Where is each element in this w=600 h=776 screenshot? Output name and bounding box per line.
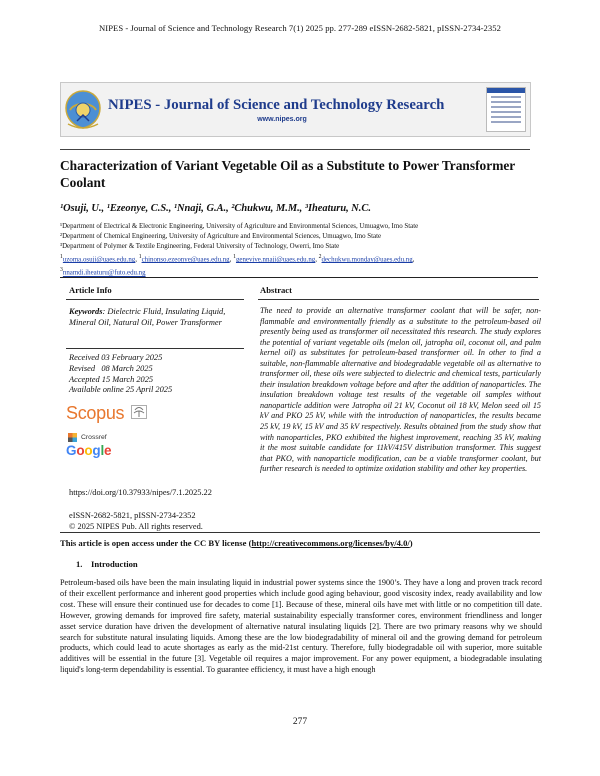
open-access-prefix: This article is open access under the CC BY license ( — [60, 538, 252, 548]
date-revised: Revised 08 March 2025 — [69, 363, 153, 373]
date-received: Received 03 February 2025 — [69, 353, 163, 362]
paper-title: Characterization of Variant Vegetable Oil as a Substitute to Power Transformer Coolant — [60, 158, 515, 190]
article-info-rule — [66, 299, 244, 300]
introduction-text: Petroleum-based oils have been the main insulating liquid in industrial power systems since the 1900’s. They have a long and proven track record of their excellent performance and inherent good properties which include good aging behaviour, good viscosity index, ready availability and low cost. These will ensure their continued use for decades to come [1]. Because of these, mineral oils have met with little or no competition till date. However, growing demands for improved fire safety, material sustainability especially transformer cores, environment friendliness and longer asset service duration have driven the development of alternative natural insulating liquids [2]. There are two primary reasons why we should search for substitute natural insulating liquids. Among these are the low biodegradability of mineral oil and the growing demand for petroleum products, which could lead to acute shortages as early as the mid-21st century. Therefore, fully biodegradable oil with superior, more suitable additives will be essential in the future [3]. Vegetable oil requires a major improvement. For any power equipment, a biodegradable insulating liquid's long-term dependability is essential. To guarantee efficiency, it must have a high enough — [60, 578, 542, 675]
email-link[interactable]: nnamdi.iheaturu@futo.edu.ng — [62, 269, 146, 277]
date-available-online: Available online 25 April 2025 — [69, 385, 173, 395]
keywords — [69, 307, 244, 328]
affiliation-3: ³Department of Polymer & Textile Engineering, Federal University of Technology, Owerri, Imo State — [60, 243, 340, 250]
scopus-logo: Scopus — [66, 403, 125, 423]
abstract-text: The need to provide an alternative transformer coolant that will be safer, non-flammable and environmentally friendly as a substitute to the petroleum-based oil presently being used as transformer oil necessitated this research. The study explores the potential of variant vegetable oils (melon oil, jatropha oil, coconut oil, and palm kernel oil) as substitutes for petroleum-based transformer oil. In other to find a suitable, non-flammable alternative and biodegradable vegetable oil as alternative to transformer oil, these oils were subjected to dielectric and chemical tests, particularly their insulation breakdown voltage before and after the addition of nanoparticles. The insulation breakdown voltage test results of the vegetable oil samples without nanoparticle addition were Jatropha oil 21 kV, Coconut oil 18 kV, Melon seed oil 15 kV and PKO 25 kV, while with the introduction of nanoparticles, the results became 25 kV, 19 kV, 15 kV and 35 kV respectively. Results obtained from the study show that with nanoparticles, PKO exhibited the highest improvement, reaching 35 kV, making it the most suitable candidate for 11kV/415V distribution transformer. This suggest that PKO, with nanoparticle modification, can be a viable transformer coolant, but further research is needed to optimize oxidation stability and other key properties. — [260, 306, 541, 474]
email-link[interactable]: chinonso.ezeonye@uaes.edu.ng — [141, 256, 230, 264]
copyright-line: © 2025 NIPES Pub. All rights reserved. — [69, 521, 203, 531]
article-info-heading: Article Info — [69, 285, 112, 295]
crossref-icon — [68, 433, 77, 442]
affiliation-2: ²Department of Chemical Engineering, University of Agriculture and Environmental Sciences, Umuagwo, Imo State — [60, 233, 382, 240]
email-line: $^3$nnamdi.iheaturu@futo.edu.ng — [60, 267, 146, 277]
doi-link[interactable]: https://doi.org/10.37933/nipes/7.1.2025.22 — [69, 488, 212, 497]
header-rule — [60, 149, 530, 150]
article-dates — [69, 353, 172, 396]
google-logo: Google — [66, 443, 112, 458]
affiliations — [60, 222, 540, 279]
email-link[interactable]: dechukwu.monday@uaes.edu.ng — [321, 256, 413, 264]
issn-line: eISSN-2682-5821, pISSN-2734-2352 — [69, 511, 196, 520]
article-info-top-rule — [60, 277, 538, 278]
open-access-suffix: ) — [409, 538, 413, 548]
open-access-notice — [60, 538, 413, 548]
elsevier-tree-icon — [131, 405, 147, 419]
affiliation-1: ¹Department of Electrical & Electronic Engineering, University of Agriculture and Environmental Sciences, Umuagwo, Imo State — [60, 223, 419, 230]
keywords-list: : Dielectric Fluid, Insulating Liquid, Mineral Oil, Natural Oil, Power Transformer — [69, 307, 226, 327]
article-info-bottom-rule — [60, 532, 540, 533]
page-number: 277 — [292, 717, 308, 727]
section-heading-introduction: 1. Introduction — [76, 559, 138, 569]
abstract-rule — [258, 299, 539, 300]
journal-logo — [62, 88, 104, 132]
issn-block — [69, 511, 203, 533]
email-link[interactable]: uzoma.osuji@uaes.edu.ng — [62, 256, 136, 264]
email-line: $^1$uzoma.osuji@uaes.edu.ng, $^1$chinonso.ezeonye@uaes.edu.ng, $^1$genevive.nnaji@uaes.edu.ng, $^2$dechukwu.monday@uaes.edu.ng, — [60, 254, 415, 264]
cc-license-link[interactable]: http://creativecommons.org/licenses/by/4.0/ — [251, 538, 410, 548]
journal-banner-url[interactable]: www.nipes.org — [257, 116, 307, 123]
crossref-label: Crossref — [81, 433, 107, 441]
author-list: ¹Osuji, U., ¹Ezeonye, C.S., ¹Nnaji, G.A., ²Chukwu, M.M., ³Iheaturu, N.C. — [60, 203, 371, 214]
journal-cover-thumbnail — [486, 87, 526, 132]
keywords-rule — [66, 348, 244, 349]
running-head: NIPES - Journal of Science and Technology Research 7(1) 2025 pp. 277-289 eISSN-2682-5821, pISSN-2734-2352 — [99, 23, 501, 33]
date-accepted: Accepted 15 March 2025 — [69, 374, 154, 384]
keywords-label: Keywords — [69, 307, 103, 316]
email-link[interactable]: genevive.nnaji@uaes.edu.ng — [235, 256, 316, 264]
journal-banner-title: NIPES - Journal of Science and Technology Research — [108, 97, 445, 113]
abstract-heading: Abstract — [260, 285, 292, 295]
